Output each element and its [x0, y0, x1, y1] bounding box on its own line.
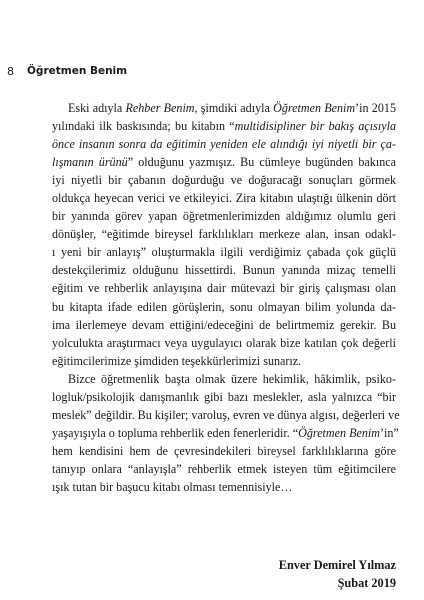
italic-text: Öğretmen Benim: [273, 101, 356, 115]
signature-block: [279, 556, 396, 592]
text-segment: ima ilerlemeye devam ettiğini/edeceğini de belirtmemiz gerekir. Bu: [52, 317, 396, 332]
text-line: [52, 478, 396, 496]
text-segment: ı yeni bir anlayış” oluşturmakla ilgili verdiğimiz çabada çok güçlü: [52, 245, 396, 260]
text-segment: Bizce öğretmenlik başta olmak üzere hekimlik, hâkimlik, psiko-: [68, 371, 396, 386]
text-segment: bir yanında görev yapan öğretmenlerimizden aldığımız olumlu geri: [52, 209, 396, 224]
text-segment: yolculukta araştırmacı veya uygulayıcı olarak bize katılan çok değerli: [52, 335, 396, 350]
text-segment: yaşayışıyla o topluma rehberlik eden fenerleridir. “: [52, 425, 299, 440]
text-line: [52, 388, 396, 406]
paragraph: [52, 99, 396, 370]
running-header-title: Öğretmen Benim: [27, 65, 128, 77]
text-line: [52, 153, 396, 171]
text-segment: iyi niyetli bir çabanın doğurduğu ve doğuracağı sonuçları görmek: [52, 173, 396, 188]
text-line: [52, 171, 396, 189]
text-line: [52, 189, 396, 207]
text-segment: hem kendisini hem de çevresindekileri bireysel farklılıklarına göre: [52, 443, 396, 458]
text-segment: eğitimcilerimize şimdiden teşekkürlerimizi sunarız.: [52, 353, 302, 368]
running-header: [7, 64, 127, 78]
italic-text: lışmanın ürünü: [52, 155, 128, 170]
text-segment: ’in 2015: [355, 101, 396, 115]
author-name: Enver Demirel Yılmaz: [278, 558, 396, 572]
text-line: [52, 316, 396, 334]
text-segment: oldukça heyecan verici ve etkileyici. Zira kitabın ulaştığı ülkenin dört: [52, 191, 396, 206]
italic-text: Öğretmen Benim: [298, 425, 380, 440]
text-line: [52, 99, 396, 117]
text-line: [52, 243, 396, 261]
text-line: [52, 424, 399, 442]
text-segment: yılındaki ilk baskısında; bu kitabın “: [52, 119, 235, 134]
text-line: [52, 460, 396, 478]
text-line: [52, 207, 396, 225]
signature-date: Şubat 2019: [337, 576, 396, 590]
paragraph: [52, 370, 400, 496]
text-segment: destekçilerimiz olduğunu hissettirdi. Bunun yanında mizaç temelli: [52, 263, 396, 278]
italic-text: Rehber Benim: [125, 101, 195, 115]
text-line: [52, 261, 396, 279]
text-line: [52, 406, 400, 424]
text-segment: tanıyıp onlara “anlayışla” rehberlik etmek isteyen tüm eğitimcilere: [52, 461, 396, 476]
text-line: [52, 135, 396, 153]
italic-text: önce insanın sonra da eğitimin yeniden ele alındığı iyi niyetli bir ça-: [52, 137, 396, 152]
text-segment: , şimdiki adıyla: [194, 101, 274, 115]
text-line: [52, 334, 396, 352]
page-number: 8: [7, 64, 14, 78]
text-line: [52, 225, 396, 243]
text-segment: bu kitapta ifade edilen görüşlerin, sonu olmayan bilim yolunda da-: [52, 299, 396, 314]
text-segment: ışık tutan bir başucu kitabı olması temennisiyle…: [52, 479, 293, 494]
text-line: [52, 352, 396, 370]
text-segment: ” olduğunu yazmışız. Bu cümleye bugünden bakınca: [127, 155, 396, 170]
text-segment: Eski adıyla: [68, 101, 126, 115]
text-segment: logluk/psikolojik danışmanlık gibi bazı meslekler, asla yalnızca “bir: [52, 389, 396, 404]
text-line: [52, 298, 396, 316]
text-line: [52, 370, 396, 388]
italic-text: multidisipliner bir bakış açısıyla: [234, 119, 396, 134]
text-line: [52, 279, 396, 297]
foreword-text: [52, 99, 400, 496]
text-segment: eğitim ve rehberlik anlayışına dair mütevazi bir giriş çalışması olan: [52, 281, 396, 296]
text-line: [52, 117, 396, 135]
text-segment: dönüşler, “eğitimde bireysel farklılıkları merkeze alan, insan odakl-: [52, 227, 396, 242]
text-line: [52, 442, 396, 460]
text-segment: meslek” değildir. Bu kişiler; varoluş, evren ve dünya algısı, değerleri ve: [52, 407, 400, 422]
text-segment: ’in”: [380, 425, 399, 440]
